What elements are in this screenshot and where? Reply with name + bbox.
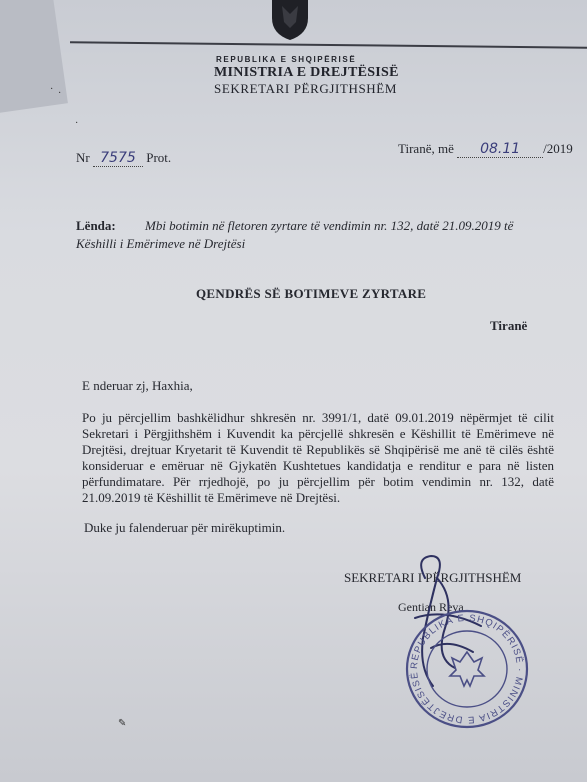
date-line (398, 141, 573, 158)
stamp-eagle-icon (450, 652, 484, 686)
date-year: /2019 (543, 141, 573, 156)
letterhead (214, 55, 399, 97)
closing-line: Duke ju falenderuar për mirëkuptimin. (84, 520, 286, 535)
recipient-city: Tiranë (490, 318, 528, 333)
date-handwritten: 08.11 (457, 142, 543, 158)
signatory-name: Gentian Reva (398, 600, 464, 614)
subject-block (76, 218, 566, 233)
protocol-number: 7575 (93, 151, 143, 167)
greeting: E nderuar zj, Haxhia, (82, 378, 193, 393)
official-stamp (402, 606, 532, 732)
republic-label: REPUBLIKA E SHQIPËRISË (216, 55, 357, 64)
signatory-title: SEKRETARI I PËRGJITHSHËM (344, 570, 522, 585)
prot-label: Prot. (146, 150, 172, 165)
letter-page: REPUBLIKA E SHQIPËRISË MINISTRIA E DREJTËSISË SEKRETARI PËRGJITHSHËM · · · ✎ Nr 7575 Prot. Tiranë, më 08.11 /2019 Lënda: Mbi botimin në fletoren zyrtare të vendimin nr. 132, datë 21.09.2019 të Këshilli i Emërimeve në Drejtësi QENDRËS SË BOTIMEVE ZYRTARE Tiranë E nderuar zj, Haxhia, Po ju përcjellim bashkëlidhur shkresën nr. 3991/1, datë 09.01.2019 nëpërmjet të cilit Sekretari i Përgjithshëm i Kuvendit ka përcjellë shkresën e Këshillit të Emërimeve në Drejtësi, drejtuar Kryetarit të Kuvendit të Republikës së Shqipërisë me anë të cilës është konsideruar e emëruar në Gjykatën Kushtetues kandidatja e renditur e para në listen përfundimatare. Për rrjedhojë, po ju përcjellim për botim vendimin nr. 132, datë 21.09.2019 të Këshillit të Emërimeve në Drejtësi. Duke ju falenderuar për mirëkuptimin. SEKRETARI I PËRGJITHSHËM Gentian Reva REPUBLIKA E SHQIPËRISË · MINISTRIA E DREJTËSISË (0, 0, 587, 782)
recipient-name: QENDRËS SË BOTIMEVE ZYRTARE (196, 286, 427, 301)
subject-label: Lënda: (76, 218, 116, 233)
body-paragraph: Po ju përcjellim bashkëlidhur shkresën nr. 3991/1, datë 09.01.2019 nëpërmjet të cilit Sekretari i Përgjithshëm i Kuvendit ka përcjellë shkresën e Këshillit të Emërimeve në Drejtësi, drejtuar Kryetarit të Kuvendit të Republikës së Shqipërisë me anë të cilës është konsideruar e emëruar në Gjykatën Kushtetues kandidatja e renditur e para në listen përfundimatare. Për rrjedhojë, po ju përcjellim për botim vendimin nr. 132, datë 21.09.2019 të Këshillit të Emërimeve në Drejtësi. (82, 410, 554, 505)
stamp-text: REPUBLIKA E SHQIPËRISË · MINISTRIA E DREJTËSISË (408, 612, 526, 726)
office-name: SEKRETARI PËRGJITHSHËM (214, 81, 397, 96)
national-emblem-icon (268, 0, 312, 40)
ministry-name: MINISTRIA E DREJTËSISË (214, 65, 399, 80)
place-prefix: Tiranë, më (398, 141, 454, 156)
subject-line-2: Këshilli i Emërimeve në Drejtësi (76, 236, 246, 251)
protocol-line (76, 150, 171, 167)
header-rule (70, 41, 587, 48)
subject-line-1: Mbi botimin në fletoren zyrtare të vendimin nr. 132, datë 21.09.2019 të (144, 218, 514, 233)
nr-label: Nr (76, 150, 90, 165)
